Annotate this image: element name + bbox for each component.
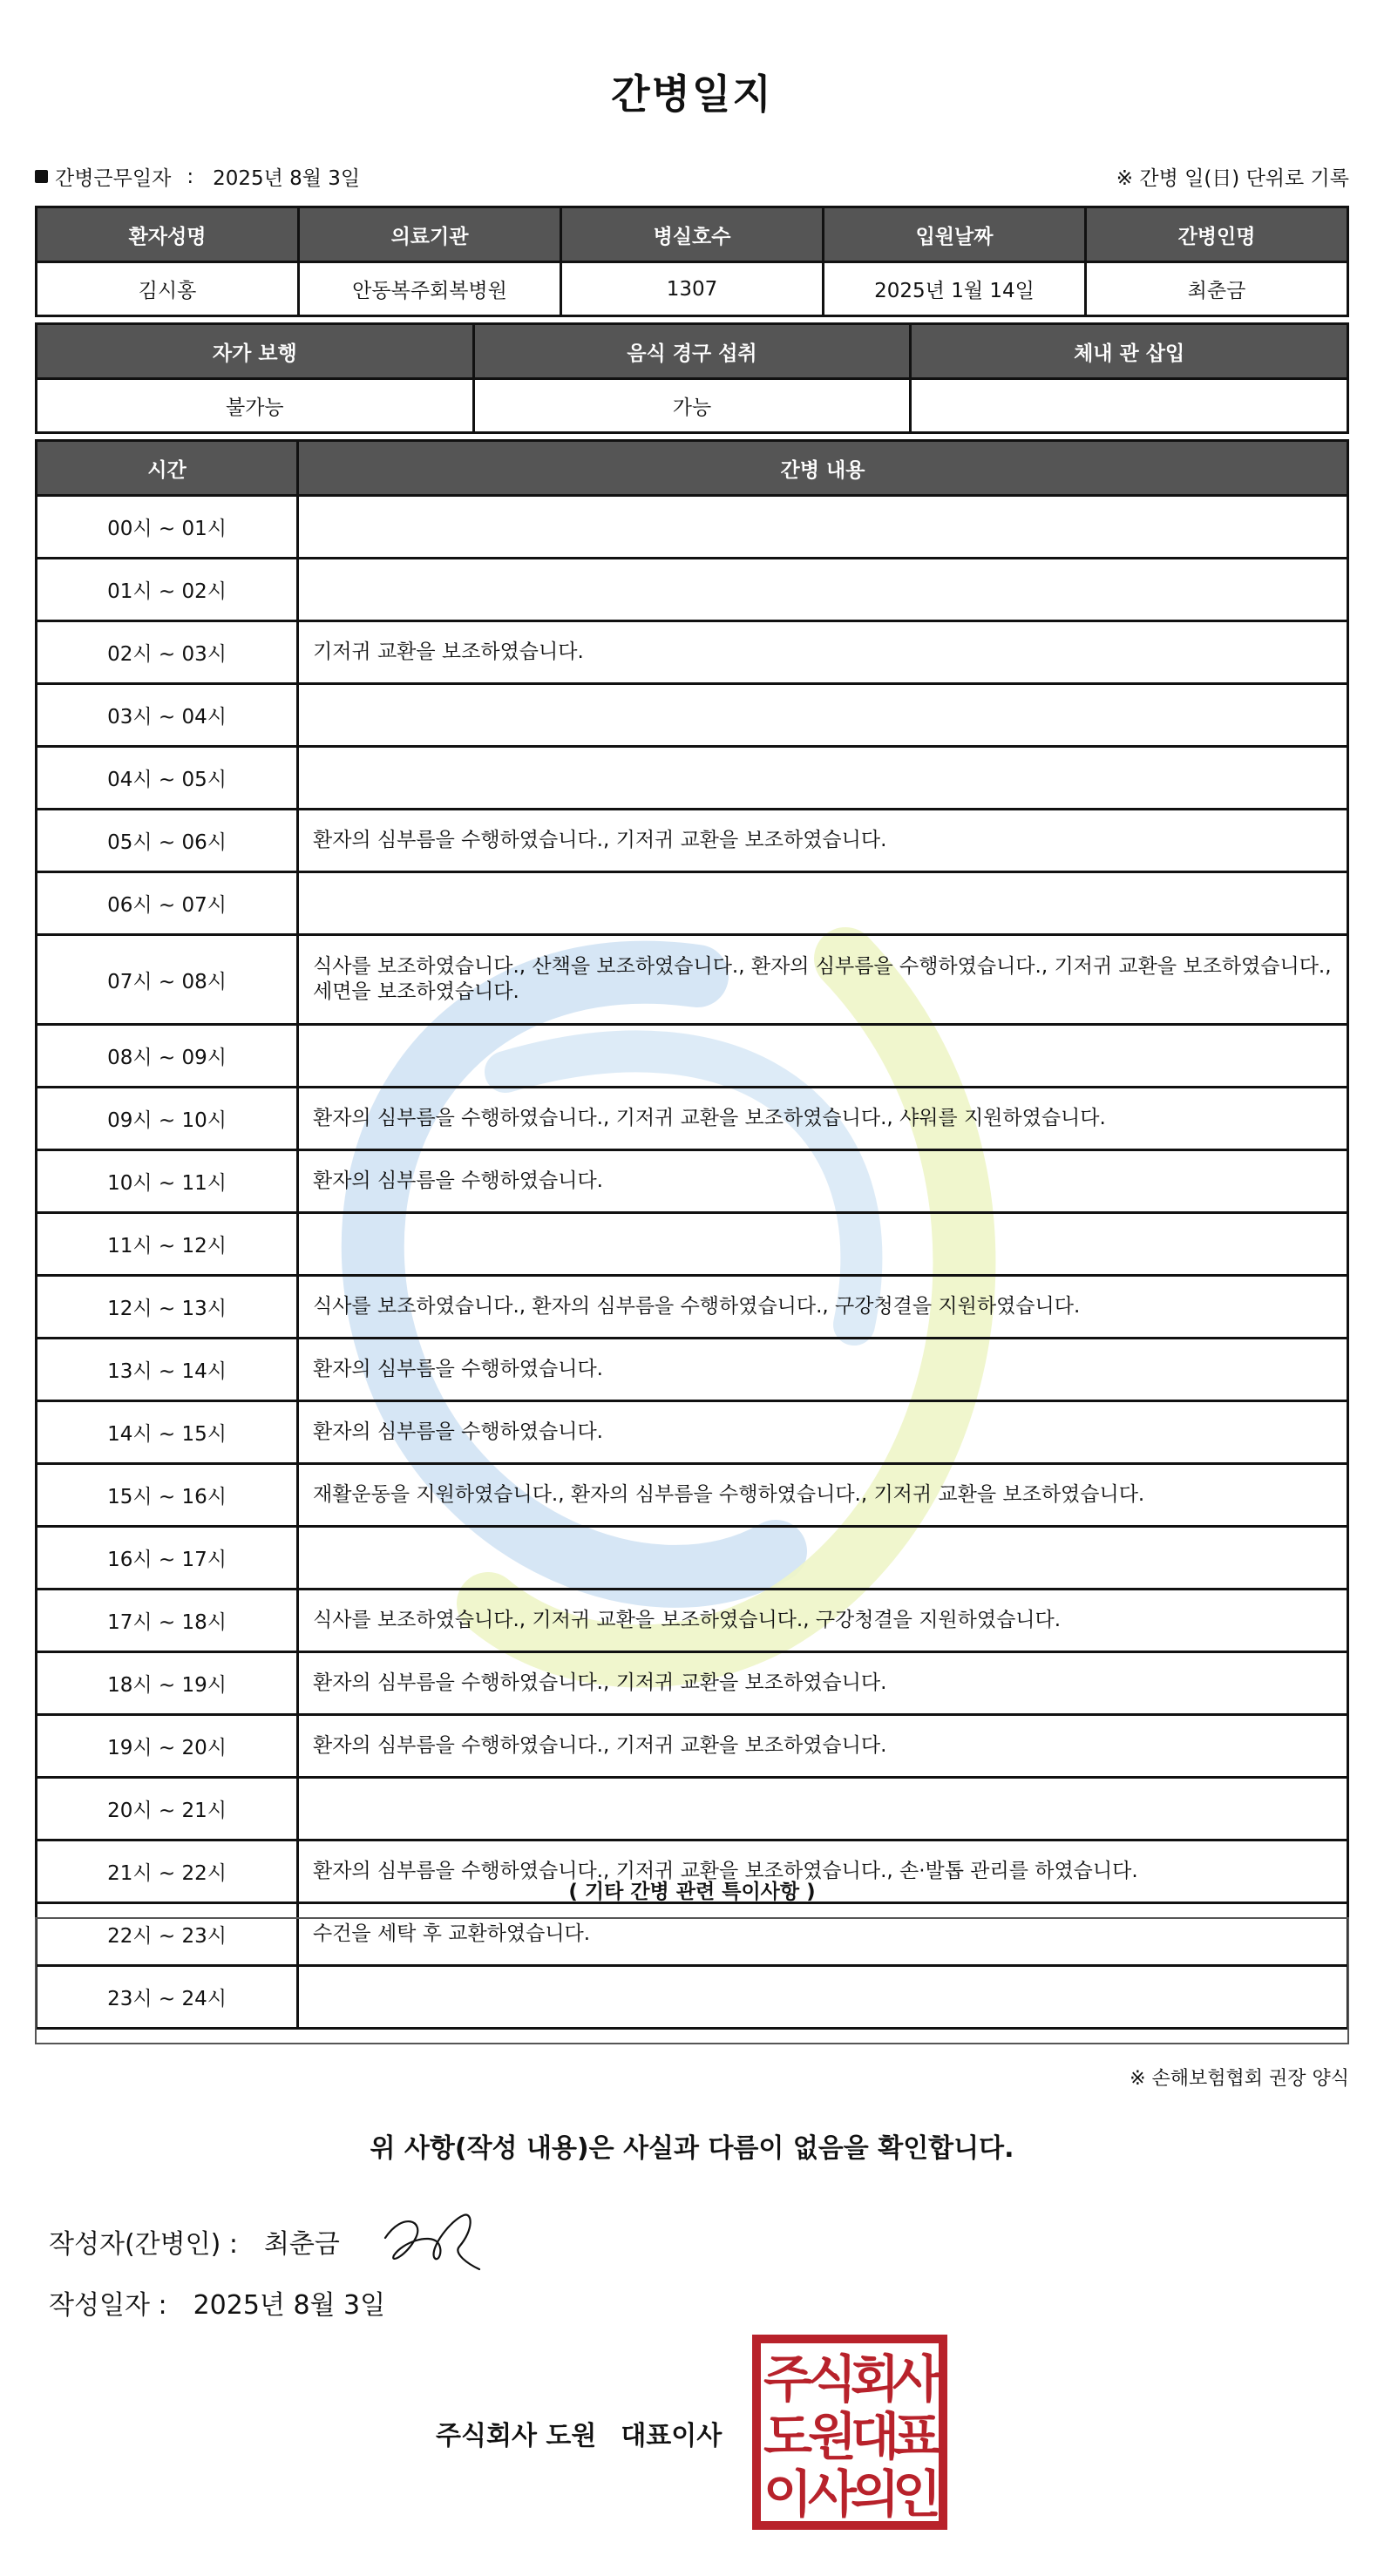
table-row [37, 1213, 1348, 1276]
table-row [37, 1464, 1348, 1527]
signature-icon [377, 2203, 490, 2273]
time-slot: 10시 ~ 11시 [37, 1150, 298, 1213]
care-content [298, 872, 1348, 935]
table-row [37, 1339, 1348, 1401]
written-date-line [49, 2283, 385, 2322]
time-slot: 13시 ~ 14시 [37, 1339, 298, 1401]
hospital-name: 안동복주회복병원 [299, 262, 561, 316]
svg-text:이: 이 [763, 2464, 813, 2524]
header-admission-date: 입원날짜 [824, 207, 1086, 262]
header-hospital: 의료기관 [299, 207, 561, 262]
recommended-form-note: ※ 손해보험협회 권장 양식 [1130, 2068, 1349, 2090]
company-seal-icon [751, 2334, 948, 2531]
square-bullet-icon [35, 170, 48, 183]
table-row [37, 935, 1348, 1025]
care-content [298, 1778, 1348, 1840]
svg-text:사: 사 [807, 2464, 858, 2524]
time-slot: 15시 ~ 16시 [37, 1464, 298, 1527]
care-content [298, 1213, 1348, 1276]
oral-intake-value: 가능 [473, 379, 911, 433]
table-row [37, 872, 1348, 935]
work-date-value: 2025년 8월 3일 [213, 167, 361, 190]
care-content: 식사를 보조하였습니다., 환자의 심부름을 수행하였습니다., 구강청결을 지원하였습니다. [298, 1276, 1348, 1339]
header-time: 시간 [37, 441, 298, 496]
header-oral-intake: 음식 경구 섭취 [473, 324, 911, 379]
time-slot: 23시 ~ 24시 [37, 1966, 298, 2029]
table-row [37, 1590, 1348, 1652]
time-slot: 11시 ~ 12시 [37, 1213, 298, 1276]
time-slot: 06시 ~ 07시 [37, 872, 298, 935]
company-signature-line [436, 2414, 722, 2452]
written-date-value: 2025년 8월 3일 [193, 2290, 386, 2321]
work-date [35, 162, 360, 191]
care-content [298, 1527, 1348, 1590]
patient-status-table [35, 322, 1349, 434]
patient-info-table [35, 206, 1349, 317]
care-content [298, 559, 1348, 621]
header-caregiver-name: 간병인명 [1086, 207, 1348, 262]
time-slot: 04시 ~ 05시 [37, 747, 298, 810]
svg-text:표: 표 [892, 2407, 942, 2466]
writer-name: 최춘금 [263, 2229, 340, 2260]
company-name: 주식회사 도원 [436, 2421, 597, 2451]
time-slot: 20시 ~ 21시 [37, 1778, 298, 1840]
svg-text:식: 식 [807, 2349, 858, 2409]
table-row [37, 621, 1348, 684]
svg-text:주: 주 [763, 2349, 813, 2409]
table-row [37, 1715, 1348, 1778]
caregiving-log-table [35, 439, 1349, 2030]
time-slot: 09시 ~ 10시 [37, 1088, 298, 1150]
table-row [37, 1025, 1348, 1088]
svg-text:사: 사 [892, 2349, 942, 2409]
table-row [37, 1088, 1348, 1150]
time-slot: 05시 ~ 06시 [37, 810, 298, 872]
time-slot: 17시 ~ 18시 [37, 1590, 298, 1652]
care-content: 환자의 심부름을 수행하였습니다., 기저귀 교환을 보조하였습니다. [298, 1715, 1348, 1778]
table-row [37, 496, 1348, 559]
table-row [37, 559, 1348, 621]
svg-text:인: 인 [892, 2464, 942, 2524]
care-content [298, 496, 1348, 559]
patient-value-row [37, 262, 1348, 316]
table-row [37, 1401, 1348, 1464]
time-slot: 16시 ~ 17시 [37, 1527, 298, 1590]
header-room-number: 병실호수 [561, 207, 824, 262]
care-content: 환자의 심부름을 수행하였습니다., 기저귀 교환을 보조하였습니다., 샤워를 지원하였습니다. [298, 1088, 1348, 1150]
care-content: 환자의 심부름을 수행하였습니다., 기저귀 교환을 보조하였습니다. [298, 810, 1348, 872]
admission-date: 2025년 1월 14일 [824, 262, 1086, 316]
care-content [298, 1025, 1348, 1088]
patient-header-row [37, 207, 1348, 262]
table-row [37, 1276, 1348, 1339]
care-content: 식사를 보조하였습니다., 산책을 보조하였습니다., 환자의 심부름을 수행하였습니다., 기저귀 교환을 보조하였습니다., 세면을 보조하였습니다. [298, 935, 1348, 1025]
care-content: 환자의 심부름을 수행하였습니다. [298, 1401, 1348, 1464]
care-content [298, 747, 1348, 810]
care-content [298, 684, 1348, 747]
header-care-content: 간병 내용 [298, 441, 1348, 496]
tube-insertion-value [911, 379, 1348, 433]
care-content: 환자의 심부름을 수행하였습니다. [298, 1150, 1348, 1213]
room-number: 1307 [561, 262, 824, 316]
writer-label: 작성자(간병인) : [49, 2229, 238, 2260]
care-content: 환자의 심부름을 수행하였습니다., 기저귀 교환을 보조하였습니다., 손·발톱 관리를 하였습니다. [298, 1840, 1348, 1903]
ceo-title: 대표이사 [621, 2421, 723, 2451]
status-value-row [37, 379, 1348, 433]
time-slot: 19시 ~ 20시 [37, 1715, 298, 1778]
colon: : [187, 165, 194, 188]
time-slot: 12시 ~ 13시 [37, 1276, 298, 1339]
header-self-walking: 자가 보행 [37, 324, 474, 379]
table-row [37, 1652, 1348, 1715]
time-slot: 01시 ~ 02시 [37, 559, 298, 621]
svg-text:원: 원 [807, 2407, 858, 2466]
time-slot: 21시 ~ 22시 [37, 1840, 298, 1903]
table-row [37, 1150, 1348, 1213]
time-slot: 00시 ~ 01시 [37, 496, 298, 559]
care-content: 수건을 세탁 후 교환하였습니다. [298, 1903, 1348, 1966]
svg-text:도: 도 [763, 2407, 813, 2466]
status-header-row [37, 324, 1348, 379]
time-slot: 08시 ~ 09시 [37, 1025, 298, 1088]
writer-line [49, 2222, 340, 2261]
meta-row [35, 162, 1349, 192]
confirmation-statement: 위 사항(작성 내용)은 사실과 다름이 없음을 확인합니다. [370, 2133, 1014, 2164]
care-content: 기저귀 교환을 보조하였습니다. [298, 621, 1348, 684]
document-title: 간병일지 [611, 71, 773, 118]
special-notes-title: ( 기타 간병 관련 특이사항 ) [568, 1881, 816, 1903]
time-slot: 07시 ~ 08시 [37, 935, 298, 1025]
table-row [37, 1778, 1348, 1840]
caregiver-name: 최춘금 [1086, 262, 1348, 316]
time-slot: 18시 ~ 19시 [37, 1652, 298, 1715]
svg-text:대: 대 [850, 2407, 900, 2466]
time-slot: 14시 ~ 15시 [37, 1401, 298, 1464]
special-notes-box [35, 1917, 1349, 2044]
svg-text:회: 회 [850, 2349, 900, 2409]
log-header-row [37, 441, 1348, 496]
care-content: 환자의 심부름을 수행하였습니다., 기저귀 교환을 보조하였습니다. [298, 1652, 1348, 1715]
care-content: 식사를 보조하였습니다., 기저귀 교환을 보조하였습니다., 구강청결을 지원하였습니다. [298, 1590, 1348, 1652]
care-content: 환자의 심부름을 수행하였습니다. [298, 1339, 1348, 1401]
care-content: 재활운동을 지원하였습니다., 환자의 심부름을 수행하였습니다., 기저귀 교환을 보조하였습니다. [298, 1464, 1348, 1527]
time-slot: 03시 ~ 04시 [37, 684, 298, 747]
work-date-label: 간병근무일자 [55, 167, 172, 190]
table-row [37, 810, 1348, 872]
time-slot: 22시 ~ 23시 [37, 1903, 298, 1966]
written-date-label: 작성일자 : [49, 2290, 167, 2321]
patient-name: 김시홍 [37, 262, 299, 316]
self-walking-value: 불가능 [37, 379, 474, 433]
header-patient-name: 환자성명 [37, 207, 299, 262]
header-tube-insertion: 체내 관 삽입 [911, 324, 1348, 379]
record-unit-note: ※ 간병 일(日) 단위로 기록 [1116, 167, 1349, 190]
svg-text:의: 의 [850, 2464, 900, 2524]
table-row [37, 1527, 1348, 1590]
table-row [37, 684, 1348, 747]
time-slot: 02시 ~ 03시 [37, 621, 298, 684]
table-row [37, 747, 1348, 810]
